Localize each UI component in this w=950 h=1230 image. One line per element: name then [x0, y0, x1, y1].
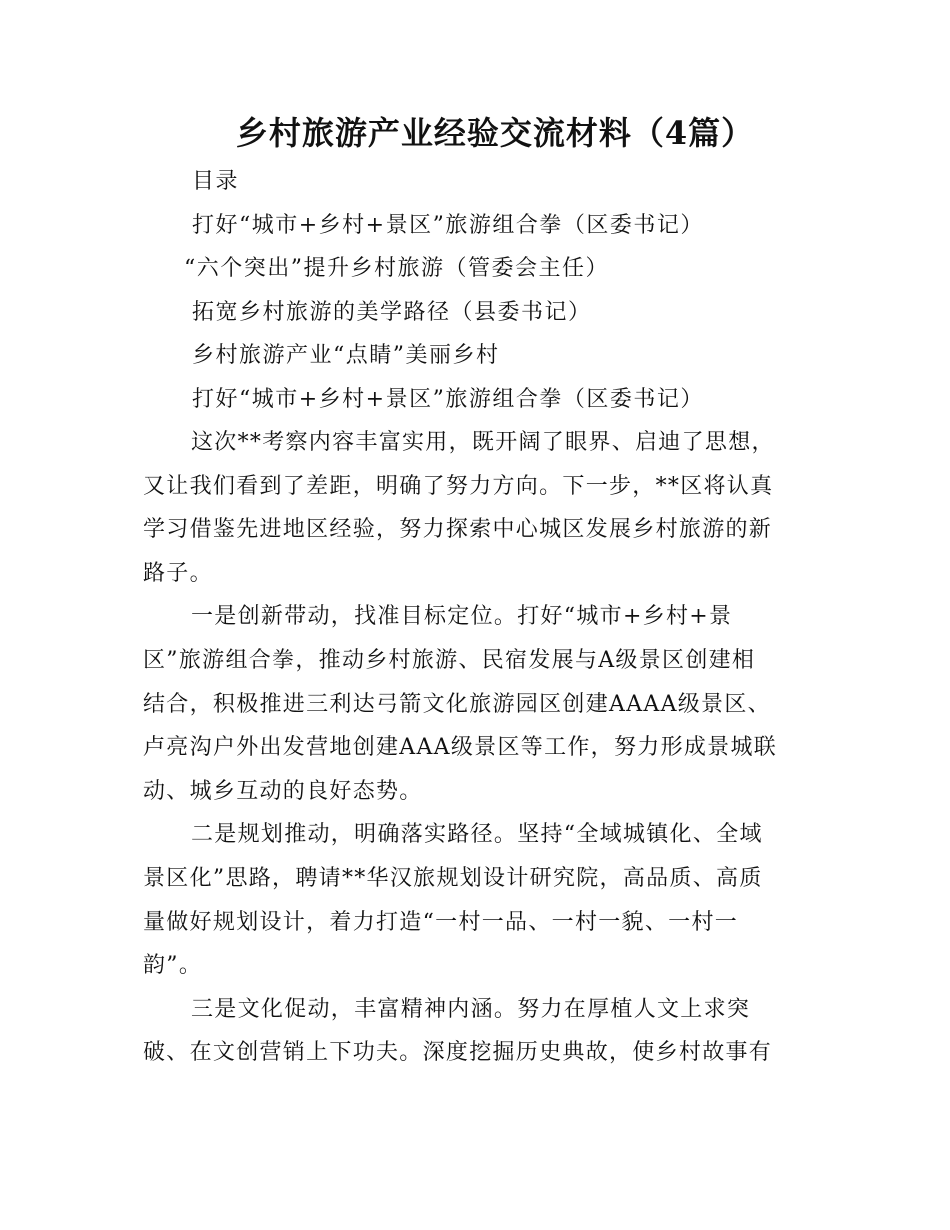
paragraph-intro: [143, 421, 815, 595]
toc-heading: 目录: [192, 169, 240, 194]
paragraph-line: 三是文化促动，丰富精神内涵。努力在厚植人文上求突: [191, 996, 751, 1022]
paragraph-line: 韵”。: [143, 953, 203, 979]
paragraph-line: 这次**考察内容丰富实用，既开阔了眼界、启迪了思想，: [191, 430, 775, 455]
toc-item: 拓宽乡村旅游的美学路径（县委书记）: [192, 299, 592, 325]
paragraph-line: 卢亮沟户外出发营地创建AAA级景区等工作，努力形成景城联: [143, 735, 778, 761]
toc-item: 打好“城市+乡村+景区”旅游组合拳（区委书记）: [192, 212, 704, 238]
paragraph-line: 结合，积极推进三利达弓箭文化旅游园区创建AAAA级景区、: [143, 691, 771, 717]
paragraph-line: 景区化”思路，聘请**华汉旅规划设计研究院，高品质、高质: [143, 865, 763, 891]
toc-item: 打好“城市+乡村+景区”旅游组合拳（区委书记）: [192, 386, 704, 412]
document-title: 乡村旅游产业经验交流材料（4篇）: [235, 114, 755, 152]
paragraph-point-2: [143, 813, 815, 987]
paragraph-line: 区”旅游组合拳，推动乡村旅游、民宿发展与A级景区创建相: [143, 647, 756, 673]
paragraph-point-1: [143, 595, 815, 813]
toc-item: “六个突出”提升乡村旅游（管委会主任）: [184, 256, 609, 281]
table-of-contents: [184, 160, 842, 421]
document-body: [143, 421, 815, 1075]
paragraph-line: 量做好规划设计，着力打造“一村一品、一村一貌、一村一: [143, 909, 739, 935]
paragraph-point-3: [143, 988, 815, 1075]
paragraph-line: 动、城乡互动的良好态势。: [143, 778, 423, 804]
paragraph-line: 一是创新带动，找准目标定位。打好“城市+乡村+景: [191, 604, 733, 630]
paragraph-line: 破、在文创营销上下功夫。深度挖掘历史典故，使乡村故事有: [143, 1040, 773, 1066]
toc-item: 乡村旅游产业“点睛”美丽乡村: [192, 343, 500, 368]
paragraph-line: 路子。: [143, 560, 213, 586]
paragraph-line: 学习借鉴先进地区经验，努力探索中心城区发展乡村旅游的新: [143, 517, 773, 543]
paragraph-line: 又让我们看到了差距，明确了努力方向。下一步，**区将认真: [143, 473, 774, 499]
paragraph-line: 二是规划推动，明确落实路径。坚持“全域城镇化、全域: [191, 822, 763, 848]
